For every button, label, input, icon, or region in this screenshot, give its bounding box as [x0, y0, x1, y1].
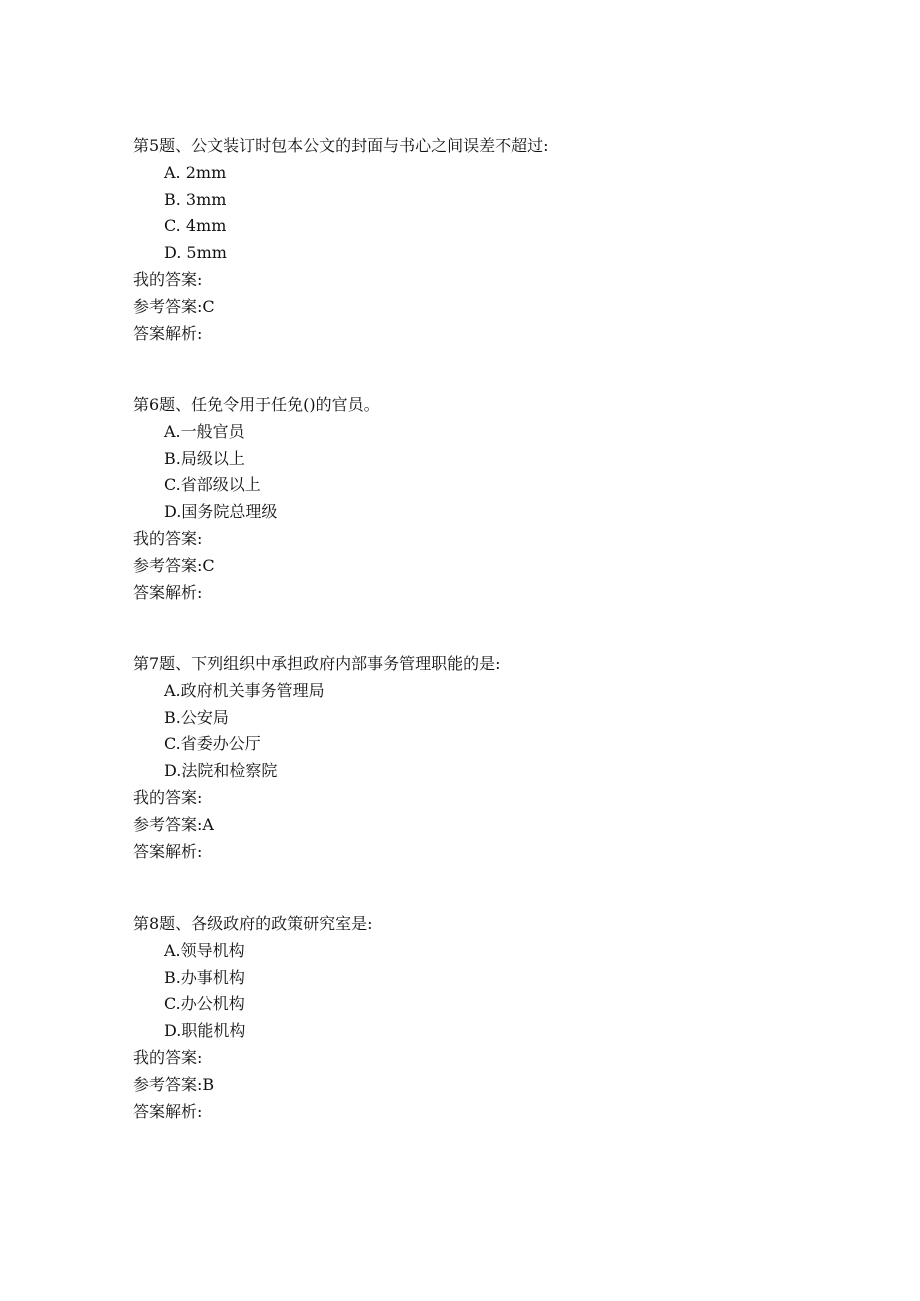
option-a: A.一般官员 — [164, 421, 245, 441]
my-answer-label: 我的答案: — [133, 269, 203, 289]
option-c: C.省部级以上 — [164, 475, 261, 495]
reference-answer: 参考答案:A — [133, 814, 214, 834]
option-b: B.局级以上 — [164, 448, 245, 468]
option-c: C.省委办公厅 — [164, 734, 261, 754]
question-title: 第8题、各级政府的政策研究室是: — [133, 914, 373, 933]
option-d: D. 5mm — [164, 243, 227, 263]
option-d: D.职能机构 — [164, 1021, 246, 1041]
option-d: D.法院和检察院 — [164, 761, 278, 781]
option-b: B. 3mm — [164, 189, 227, 209]
my-answer-label: 我的答案: — [133, 528, 203, 548]
question-8 — [133, 911, 833, 1125]
my-answer-label: 我的答案: — [133, 787, 203, 807]
answer-analysis-label: 答案解析: — [133, 841, 203, 861]
answer-analysis-label: 答案解析: — [133, 582, 203, 602]
option-a: A. 2mm — [164, 162, 227, 182]
answer-analysis-label: 答案解析: — [133, 323, 203, 343]
question-5 — [133, 133, 833, 347]
option-b: B.公安局 — [164, 707, 229, 727]
option-c: C.办公机构 — [164, 994, 245, 1014]
reference-answer: 参考答案:B — [133, 1074, 215, 1094]
answer-analysis-label: 答案解析: — [133, 1101, 203, 1121]
option-b: B.办事机构 — [164, 967, 245, 987]
question-6 — [133, 392, 833, 606]
question-title: 第6题、任免令用于任免()的官员。 — [133, 395, 380, 414]
option-d: D.国务院总理级 — [164, 502, 278, 522]
option-c: C. 4mm — [164, 216, 227, 236]
reference-answer: 参考答案:C — [133, 296, 215, 316]
question-title: 第7题、下列组织中承担政府内部事务管理职能的是: — [133, 654, 501, 673]
option-a: A.领导机构 — [164, 940, 245, 960]
reference-answer: 参考答案:C — [133, 555, 215, 575]
question-7 — [133, 651, 833, 865]
question-title: 第5题、公文装订时包本公文的封面与书心之间误差不超过: — [133, 136, 549, 155]
option-a: A.政府机关事务管理局 — [164, 680, 325, 700]
my-answer-label: 我的答案: — [133, 1047, 203, 1067]
